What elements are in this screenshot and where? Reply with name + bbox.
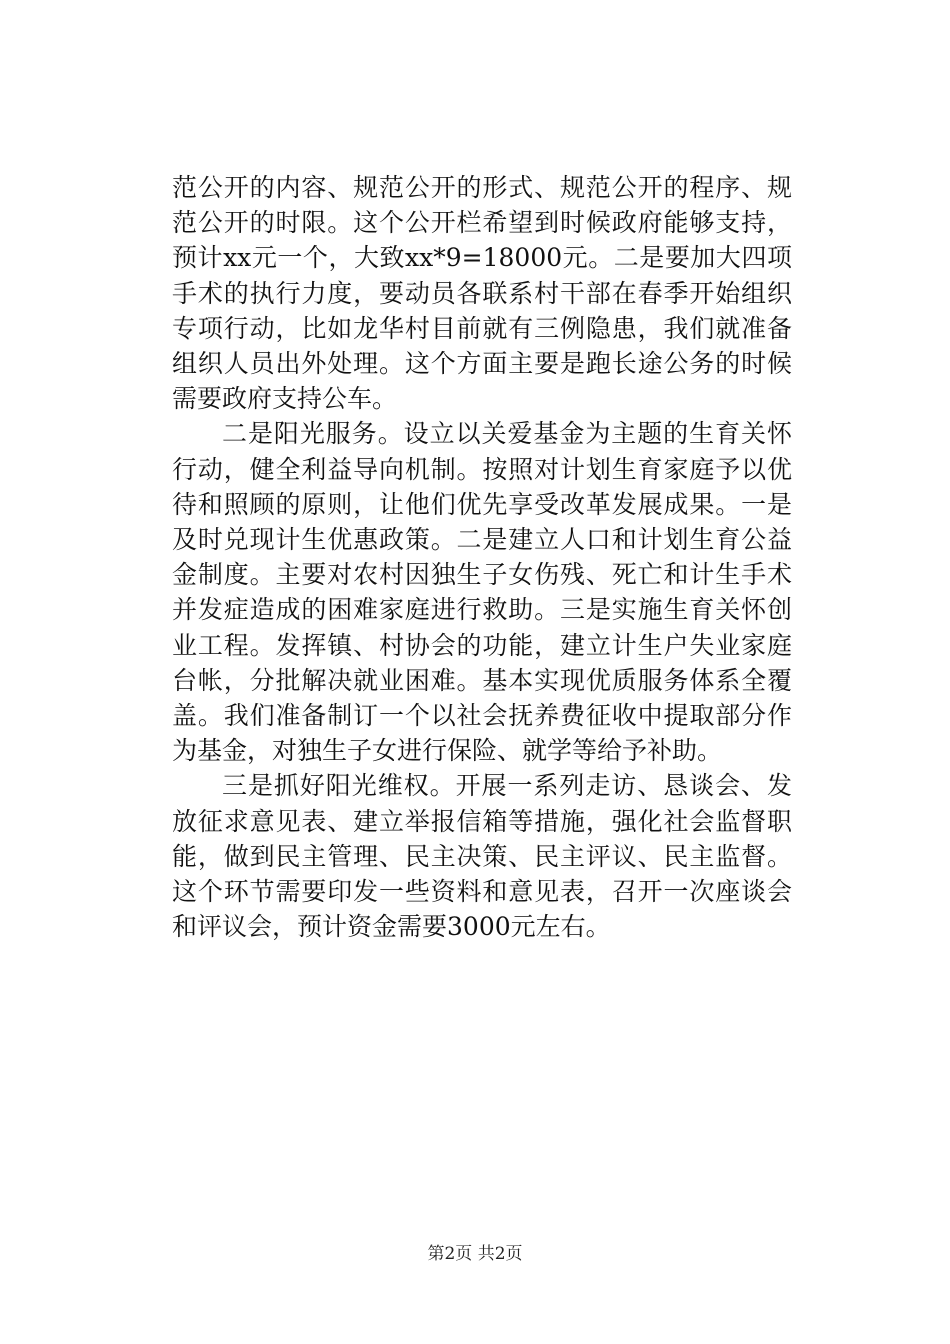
paragraph-2: 二是阳光服务。设立以关爱基金为主题的生育关怀行动，健全利益导向机制。按照对计划生育家庭予以优待和照顾的原则，让他们优先享受改革发展成果。一是及时兑现计生优惠政策。二是建立人口和计划生育公益金制度。主要对农村因独生子女伤残、死亡和计生手术并发症造成的困难家庭进行救助。三是实施生育关怀创业工程。发挥镇、村协会的功能，建立计生户失业家庭台帐，分批解决就业困难。基本实现优质服务体系全覆盖。我们准备制订一个以社会抚养费征收中提取部分作为基金，对独生子女进行保险、就学等给予补助。 — [172, 419, 792, 766]
page-footer: 第2页 共2页 — [427, 1244, 523, 1264]
paragraph-1: 范公开的内容、规范公开的形式、规范公开的程序、规范公开的时限。这个公开栏希望到时候政府能够支持，预计xx元一个，大致xx*9=18000元。二是要加大四项手术的执行力度，要动员各联系村干部在春季开始组织专项行动，比如龙华村目前就有三例隐患，我们就准备组织人员出外处理。这个方面主要是跑长途公务的时候需要政府支持公车。 — [172, 173, 792, 414]
document-body — [172, 170, 792, 944]
paragraph-3: 三是抓好阳光维权。开展一系列走访、恳谈会、发放征求意见表、建立举报信箱等措施，强化社会监督职能，做到民主管理、民主决策、民主评议、民主监督。这个环节需要印发一些资料和意见表，召开一次座谈会和评议会，预计资金需要3000元左右。 — [172, 771, 792, 942]
